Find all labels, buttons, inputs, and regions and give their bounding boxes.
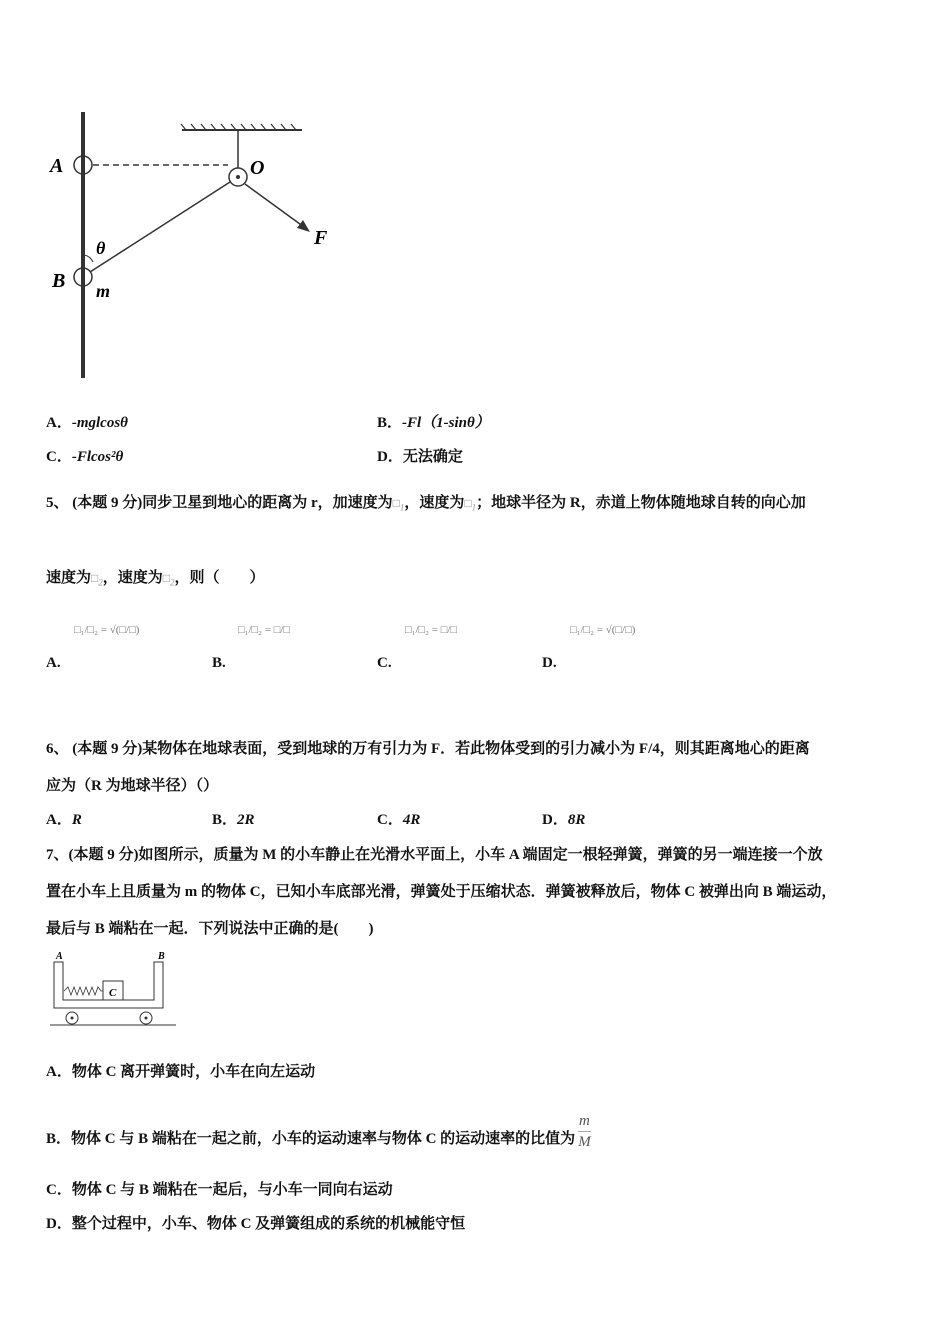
q5-option-a-formula: □₁/□₂ = √(□/□) — [74, 624, 140, 636]
q7-stem-line2: 置在小车上且质量为 m 的物体 C，已知小车底部光滑，弹簧处于压缩状态．弹簧被释放后，物体 C 被弹出向 B 端运动， — [46, 884, 837, 900]
q4-option-d[interactable] — [377, 445, 463, 466]
q7-stem-line1: 7、(本题 9 分)如图所示，质量为 M 的小车静止在光滑水平面上，小车 A 端固定一根轻弹簧，弹簧的另一端连接一个放 — [46, 847, 823, 863]
label-c: C — [109, 987, 117, 999]
q6-stem-line1: 6、 (本题 9 分)某物体在地球表面，受到地球的万有引力为 F．若此物体受到的引力减小为 F/4，则其距离地心的距离 — [46, 741, 810, 757]
label-b: B — [52, 270, 66, 292]
q7-option-c[interactable]: C．物体 C 与 B 端粘在一起后，与小车一同向右运动 — [46, 1182, 393, 1198]
q7-option-a[interactable]: A．物体 C 离开弹簧时，小车在向左运动 — [46, 1064, 316, 1080]
fraction-denominator: M — [578, 1134, 591, 1150]
option-text: 无法确定 — [402, 449, 463, 465]
option-letter: C． — [46, 449, 72, 465]
q5-stem-line1: 5、 (本题 9 分)同步卫星到地心的距离为 r，加速度为$□_1$，速度为$□_1$；地球半径为 R，赤道上物体随地球自转的向心加 — [46, 495, 806, 513]
label-m: m — [96, 281, 111, 301]
q6-option-b[interactable]: B．2R — [212, 812, 255, 828]
option-letter: D． — [377, 449, 403, 465]
q4-option-c[interactable] — [46, 445, 123, 466]
q5-option-d-formula: □₁/□₂ = √(□/□) — [570, 624, 636, 636]
q6-stem-line2: 应为（R 为地球半径）（） — [46, 778, 219, 794]
label-a: A — [50, 155, 64, 177]
q7-option-b[interactable]: B．物体 C 与 B 端粘在一起之前，小车的运动速率与物体 C 的运动速率的比值为 $\frac{m}{M}$ — [46, 1113, 591, 1150]
label-f: F — [314, 227, 328, 249]
label-b: B — [158, 951, 165, 962]
q7-stem-line3: 最后与 B 端粘在一起．下列说法中正确的是( ) — [46, 921, 374, 937]
q4-figure — [40, 100, 350, 390]
option-letter: A． — [46, 415, 72, 431]
q5-option-b[interactable]: B. — [212, 655, 226, 671]
q6-option-a[interactable]: A．R — [46, 812, 82, 828]
option-text: -Flcos²θ — [71, 449, 124, 465]
label-a: A — [56, 951, 63, 962]
q6-option-c[interactable]: C．4R — [377, 812, 421, 828]
q7-option-d[interactable]: D．整个过程中，小车、物体 C 及弹簧组成的系统的机械能守恒 — [46, 1216, 466, 1232]
q5-stem-line2: 速度为$□_2$，速度为$□_2$，则（ ） — [46, 570, 265, 588]
q4-option-b[interactable] — [377, 411, 490, 432]
q5-option-c[interactable]: C. — [377, 655, 392, 671]
q5-option-d[interactable]: D. — [542, 655, 557, 671]
option-text: -mglcosθ — [71, 415, 128, 431]
q5-option-b-formula: □₁/□₂ = □/□ — [238, 624, 291, 636]
label-theta: θ — [96, 238, 106, 258]
option-text: -Fl（1-sinθ） — [402, 415, 490, 431]
q4-option-a[interactable] — [46, 411, 128, 432]
option-letter: B． — [377, 415, 403, 431]
q5-option-c-formula: □₁/□₂ = □/□ — [405, 624, 458, 636]
q6-option-d[interactable]: D．8R — [542, 812, 586, 828]
label-o: O — [250, 157, 265, 179]
fraction-numerator: m — [578, 1111, 591, 1132]
q5-option-a[interactable]: A. — [46, 655, 61, 671]
q7-cart-figure — [46, 948, 181, 1030]
